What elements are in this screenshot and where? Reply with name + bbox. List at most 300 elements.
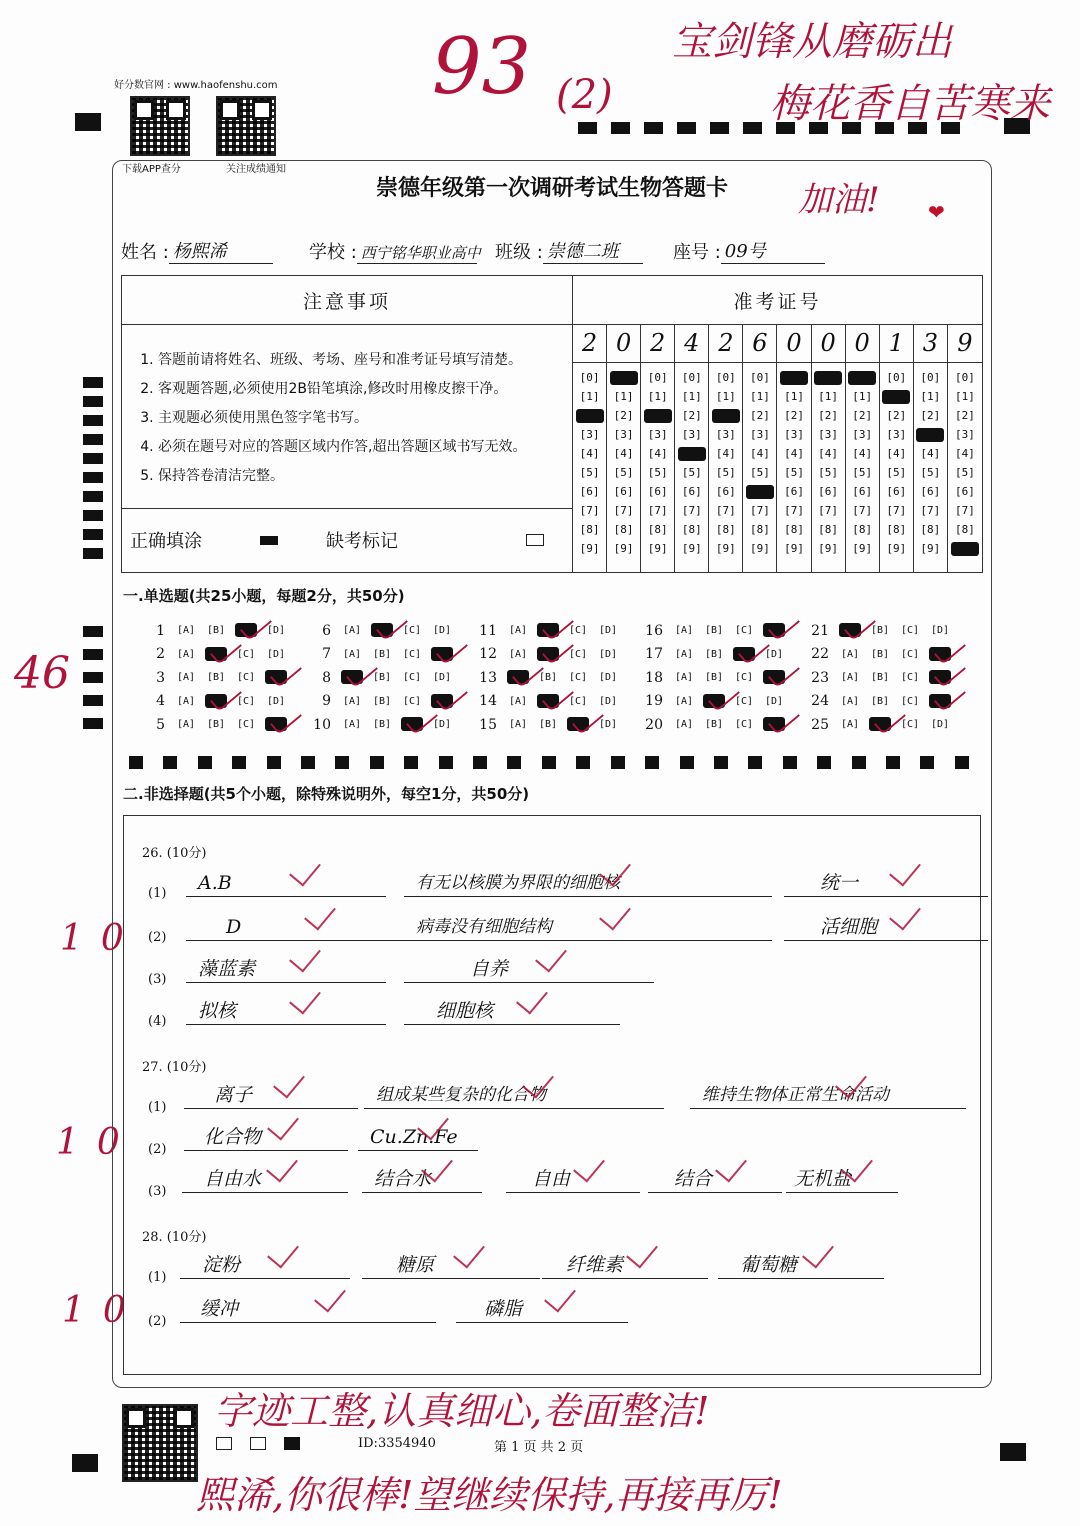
answer-blank[interactable]: 淀粉 [180,1252,350,1279]
exam-id-bubble[interactable]: [2] [852,409,873,422]
option-bubble-d[interactable] [759,719,789,730]
exam-id-digit[interactable]: 0 [812,324,845,363]
exam-id-bubble[interactable] [951,542,979,556]
exam-id-digit[interactable]: 2 [641,324,674,363]
answer-blank[interactable]: 有无以核膜为界限的细胞核 [404,870,772,897]
answer-blank[interactable]: 化合物 [184,1124,348,1151]
option-bubble-c[interactable]: [C] [900,648,920,660]
exam-id-bubble[interactable]: [3] [784,428,804,441]
exam-id-bubble[interactable]: [7] [955,504,975,517]
exam-id-bubble[interactable]: [9] [886,542,907,555]
exam-id-bubble[interactable] [712,409,740,423]
exam-id-bubble[interactable] [576,409,604,423]
option-bubble-a[interactable]: [A] [342,695,362,707]
exam-id-bubble[interactable]: [8] [579,523,600,536]
option-bubble-d[interactable] [427,649,457,660]
option-bubble-c[interactable]: [C] [236,695,256,707]
answer-blank[interactable]: 病毒没有细胞结构 [404,914,772,941]
exam-id-bubble[interactable] [746,485,774,499]
exam-id-bubble[interactable]: [6] [613,485,634,498]
exam-id-bubble[interactable]: [7] [818,504,839,517]
exam-id-bubble[interactable]: [0] [647,371,668,384]
option-bubble-d[interactable]: [D] [266,648,286,660]
option-bubble-a[interactable]: [A] [342,625,362,637]
option-bubble-c[interactable]: [C] [568,648,588,660]
option-bubble-b[interactable]: [B] [372,719,392,731]
option-bubble-a[interactable]: [A] [508,648,528,660]
exam-id-bubble[interactable]: [5] [955,466,975,479]
option-bubble-b[interactable]: [B] [206,672,226,684]
exam-id-bubble[interactable] [848,371,876,385]
option-bubble-d[interactable]: [D] [598,695,618,707]
exam-id-bubble[interactable]: [6] [886,485,907,498]
answer-blank[interactable]: 糖原 [362,1252,540,1279]
exam-id-bubble[interactable]: [5] [886,466,907,479]
exam-id-bubble[interactable]: [9] [647,542,668,555]
left-timing-marks-id [83,377,103,559]
option-bubble-a[interactable]: [A] [342,719,362,731]
exam-id-bubble[interactable]: [1] [681,390,702,403]
exam-id-bubble[interactable]: [7] [784,504,804,517]
option-bubble-c[interactable]: [C] [402,648,422,660]
exam-id-bubble[interactable]: [9] [784,542,804,555]
name-field[interactable]: 杨熙浠 [169,237,273,264]
option-bubble-a[interactable]: [A] [176,719,196,731]
option-bubble-b[interactable]: [B] [206,719,226,731]
exam-id-bubble[interactable]: [3] [647,428,668,441]
option-bubble-c[interactable] [563,719,593,730]
exam-id-bubble[interactable]: [9] [579,542,600,555]
exam-id-digit[interactable]: 0 [607,324,640,363]
exam-id-bubble[interactable]: [5] [852,466,873,479]
option-bubble-a[interactable]: [A] [508,719,528,731]
option-bubble-b[interactable] [865,719,895,730]
heart-icon: ❤ [928,200,945,224]
exam-id-bubble[interactable]: [0] [579,371,600,384]
exam-id-bubble[interactable]: [2] [784,409,804,422]
exam-id-bubble[interactable]: [7] [886,504,907,517]
option-bubble-d[interactable]: [D] [432,719,452,731]
exam-id-bubble[interactable] [882,390,910,404]
exam-id-bubble[interactable]: [5] [715,466,736,479]
exam-id-bubble[interactable]: [1] [613,390,634,403]
exam-id-bubble[interactable]: [4] [647,447,668,460]
option-bubble-d[interactable]: [D] [930,625,950,637]
question-number: 9 [322,693,331,710]
exam-id-bubble[interactable]: [1] [784,390,804,403]
exam-id-bubble[interactable]: [6] [579,485,600,498]
option-bubble-b[interactable]: [B] [206,625,226,637]
option-bubble-c[interactable]: [C] [402,625,422,637]
option-bubble-b[interactable]: [B] [870,648,890,660]
exam-id-bubble[interactable]: [8] [852,523,873,536]
answer-blank[interactable]: 细胞核 [404,998,620,1025]
exam-id-bubble[interactable]: [1] [579,390,600,403]
exam-id-bubble[interactable]: [1] [818,390,839,403]
exam-id-bubble[interactable]: [2] [681,409,702,422]
option-bubble-d[interactable] [925,649,955,660]
exam-id-bubble[interactable]: [7] [579,504,600,517]
exam-id-bubble[interactable]: [4] [955,447,975,460]
exam-id-bubble[interactable]: [0] [715,371,736,384]
option-bubble-a[interactable]: [A] [508,625,528,637]
exam-id-grid [573,324,982,572]
option-bubble-c[interactable]: [C] [236,672,256,684]
exam-id-bubble[interactable]: [3] [818,428,839,441]
answer-blank[interactable]: 结合 [648,1166,782,1193]
option-bubble-d[interactable]: [D] [598,625,618,637]
option-bubble-b[interactable]: [B] [538,719,558,731]
exam-id-bubble[interactable]: [0] [750,371,770,384]
option-bubble-d[interactable]: [D] [598,648,618,660]
option-bubble-b[interactable] [533,625,563,636]
q28-sub-2: (2) [148,1314,167,1329]
exam-id-bubble[interactable]: [8] [715,523,736,536]
exam-id-bubble[interactable]: [4] [579,447,600,460]
exam-id-bubble[interactable]: [3] [886,428,907,441]
exam-id-bubble[interactable]: [3] [852,428,873,441]
option-bubble-a[interactable]: [A] [674,625,694,637]
exam-id-bubble[interactable]: [3] [579,428,600,441]
exam-id-bubble[interactable]: [7] [920,504,941,517]
exam-id-bubble[interactable]: [4] [818,447,839,460]
exam-id-bubble[interactable]: [2] [886,409,907,422]
option-bubble-b[interactable]: [B] [372,648,392,660]
option-bubble-c[interactable]: [C] [402,672,422,684]
exam-id-bubble[interactable]: [8] [750,523,770,536]
option-bubble-a[interactable]: [A] [674,672,694,684]
option-bubble-c[interactable] [729,649,759,660]
exam-id-bubble[interactable]: [6] [852,485,873,498]
exam-id-bubble[interactable]: [7] [681,504,702,517]
exam-id-digit[interactable]: 9 [948,324,982,363]
absent-checkbox[interactable] [526,534,544,546]
option-bubble-a[interactable]: [A] [674,648,694,660]
exam-id-digit[interactable]: 4 [675,324,708,363]
mc-column [641,619,807,737]
option-bubble-d[interactable]: [D] [266,695,286,707]
option-bubble-c[interactable]: [C] [734,719,754,731]
exam-id-bubble[interactable]: [0] [955,371,975,384]
exam-id-bubble[interactable]: [9] [681,542,702,555]
exam-id-bubble[interactable] [780,371,808,385]
class-label: 班级 : [495,242,543,263]
mc-question [309,666,475,690]
option-bubble-a[interactable] [337,672,367,683]
motto-line-1: 宝剑锋从磨砺出 [672,19,952,65]
option-bubble-b[interactable] [533,649,563,660]
answer-blank[interactable]: 统一 [784,870,988,897]
exam-id-bubble[interactable]: [4] [613,447,634,460]
option-bubble-d[interactable] [261,672,291,683]
option-bubble-b[interactable] [367,625,397,636]
page-markers [216,1437,300,1450]
option-bubble-a[interactable]: [A] [508,695,528,707]
exam-id-bubble[interactable]: [5] [784,466,804,479]
answer-blank[interactable]: 结合水 [362,1166,482,1193]
exam-id-bubble[interactable]: [9] [920,542,941,555]
answer-blank[interactable]: 组成某些复杂的化合物 [364,1082,664,1109]
exam-id-bubble[interactable]: [7] [715,504,736,517]
answer-blank[interactable]: 葡萄糖 [718,1252,884,1279]
exam-id-digit[interactable]: 0 [777,324,810,363]
option-bubble-c[interactable]: [C] [568,625,588,637]
answer-blank[interactable]: 活细胞 [784,914,988,941]
option-bubble-a[interactable]: [A] [176,648,196,660]
answer-blank[interactable]: Cu.Zn.Fe [358,1124,478,1151]
exam-id-column [948,324,982,572]
answer-blank[interactable]: 离子 [184,1082,358,1109]
option-bubble-c[interactable]: [C] [568,695,588,707]
exam-id-bubble[interactable]: [7] [613,504,634,517]
option-bubble-d[interactable] [759,625,789,636]
answer-blank[interactable]: 拟核 [186,998,386,1025]
exam-id-bubble[interactable]: [5] [920,466,941,479]
option-bubble-b[interactable] [201,649,231,660]
section1-title: 一.单选题(共25小题，每题2分，共50分) [123,587,405,605]
notice-item: 4. 必须在题号对应的答题区域内作答,超出答题区域书写无效。 [158,433,572,462]
option-bubble-d[interactable]: [D] [266,625,286,637]
exam-id-bubble[interactable]: [8] [784,523,804,536]
exam-id-digit[interactable]: 3 [914,324,947,363]
option-bubble-a[interactable]: [A] [840,648,860,660]
exam-id-bubble[interactable]: [9] [715,542,736,555]
option-bubble-a[interactable]: [A] [840,695,860,707]
exam-id-bubble[interactable] [814,371,842,385]
option-bubble-a[interactable]: [A] [176,672,196,684]
option-bubble-c[interactable] [397,719,427,730]
option-bubble-c[interactable]: [C] [402,695,422,707]
exam-id-bubble[interactable]: [8] [818,523,839,536]
answer-blank[interactable]: 维持生物体正常生命活动 [690,1082,966,1109]
exam-id-column [777,324,811,572]
exam-id-bubble[interactable]: [2] [920,409,941,422]
mc-column [807,619,973,737]
question-number: 23 [811,669,829,686]
exam-id-bubble[interactable]: [8] [681,523,702,536]
option-bubble-a[interactable] [835,625,865,636]
left-timing-marks-mc [83,626,103,729]
exam-id-bubble[interactable]: [5] [681,466,702,479]
option-bubble-b[interactable]: [B] [870,695,890,707]
exam-id-bubble[interactable]: [3] [613,428,634,441]
exam-id-bubble[interactable] [678,447,706,461]
exam-id-bubble[interactable]: [0] [681,371,702,384]
exam-id-bubble[interactable]: [4] [920,447,941,460]
option-bubble-a[interactable]: [A] [342,648,362,660]
exam-id-bubble[interactable]: [3] [750,428,770,441]
exam-id-bubble[interactable]: [5] [579,466,600,479]
option-bubble-b[interactable]: [B] [372,672,392,684]
exam-id-bubble[interactable]: [6] [920,485,941,498]
option-bubble-b[interactable]: [B] [704,672,724,684]
motto-line-2: 梅花香自苦寒来 [770,81,1050,127]
exam-id-bubble[interactable]: [6] [715,485,736,498]
option-bubble-d[interactable] [427,696,457,707]
exam-id-bubble[interactable]: [4] [750,447,770,460]
exam-id-bubble[interactable]: [4] [715,447,736,460]
option-bubble-c[interactable]: [C] [900,625,920,637]
answer-blank[interactable]: 缓冲 [180,1296,436,1323]
exam-id-bubble[interactable]: [9] [613,542,634,555]
answer-blank[interactable]: 藻蓝素 [186,956,386,983]
answer-blank[interactable]: D [186,914,414,941]
option-bubble-c[interactable]: [C] [734,625,754,637]
exam-id-bubble[interactable]: [0] [886,371,907,384]
option-bubble-d[interactable] [759,672,789,683]
option-bubble-d[interactable] [261,719,291,730]
exam-id-digit[interactable]: 2 [573,324,606,363]
exam-id-bubble[interactable]: [7] [750,504,770,517]
exam-id-bubble[interactable]: [6] [681,485,702,498]
mc-question [143,643,309,667]
option-bubble-c[interactable]: [C] [900,695,920,707]
answer-blank[interactable]: 自养 [404,956,654,983]
q27-score: 10 [56,1122,138,1163]
exam-id-bubble[interactable]: [2] [613,409,634,422]
class-field[interactable]: 崇德二班 [543,237,643,264]
answer-blank[interactable]: 自由水 [182,1166,348,1193]
option-bubble-b[interactable] [699,696,729,707]
option-bubble-b[interactable]: [B] [870,672,890,684]
notice-item: 2. 客观题答题,必须使用2B铅笔填涂,修改时用橡皮擦干净。 [158,375,572,404]
comment-line-2: 熙浠,你很棒!望继续保持,再接再厉! [196,1473,783,1517]
answer-blank[interactable]: 磷脂 [456,1296,628,1323]
option-bubble-c[interactable]: [C] [900,672,920,684]
exam-id-bubble[interactable]: [4] [886,447,907,460]
option-bubble-b[interactable]: [B] [870,625,890,637]
question-number: 19 [645,693,663,710]
option-bubble-a[interactable]: [A] [674,719,694,731]
question-number: 16 [645,622,663,639]
exam-id-bubble[interactable]: [5] [613,466,634,479]
option-bubble-c[interactable]: [C] [900,719,920,731]
option-bubble-c[interactable]: [C] [734,695,754,707]
exam-id-digit[interactable]: 1 [880,324,913,363]
option-bubble-c[interactable]: [C] [568,672,588,684]
exam-id-bubble[interactable]: [9] [852,542,873,555]
q26-sub-3: (3) [148,972,167,987]
exam-id-bubble[interactable]: [7] [647,504,668,517]
option-bubble-d[interactable]: [D] [764,648,784,660]
exam-id-bubble[interactable]: [2] [955,409,975,422]
option-bubble-b[interactable]: [B] [704,625,724,637]
exam-id-bubble[interactable]: [8] [647,523,668,536]
mc-question [143,666,309,690]
option-bubble-b[interactable] [201,696,231,707]
exam-id-bubble[interactable]: [6] [955,485,975,498]
exam-id-bubble[interactable]: [9] [818,542,839,555]
option-bubble-b[interactable]: [B] [704,719,724,731]
exam-id-bubble[interactable]: [1] [750,390,770,403]
option-bubble-c[interactable]: [C] [734,672,754,684]
exam-id-bubble[interactable]: [4] [784,447,804,460]
option-bubble-c[interactable] [231,625,261,636]
exam-id-bubble[interactable]: [3] [715,428,736,441]
answer-blank[interactable]: 纤维素 [542,1252,708,1279]
q28-sub-1: (1) [148,1270,167,1285]
cheer-note: 加油! [798,180,880,220]
section2-title: 二.非选择题(共5个小题，除特殊说明外，每空1分，共50分) [123,785,530,803]
option-bubble-a[interactable]: [A] [840,672,860,684]
option-bubble-b[interactable]: [B] [538,672,558,684]
option-bubble-b[interactable]: [B] [372,695,392,707]
exam-id-bubble[interactable] [916,428,944,442]
mc-question [309,619,475,643]
option-bubble-d[interactable]: [D] [764,695,784,707]
exam-id-bubble[interactable] [644,409,672,423]
option-bubble-a[interactable]: [A] [840,719,860,731]
option-bubble-d[interactable]: [D] [598,672,618,684]
answer-blank[interactable]: A.B [186,870,386,897]
exam-id-bubble[interactable]: [1] [852,390,873,403]
exam-id-bubble[interactable]: [8] [955,523,975,536]
question-number: 15 [479,716,497,733]
option-bubble-d[interactable]: [D] [930,719,950,731]
option-bubble-d[interactable]: [D] [598,719,618,731]
option-bubble-a[interactable]: [A] [176,625,196,637]
option-bubble-c[interactable]: [C] [236,719,256,731]
option-bubble-d[interactable] [925,672,955,683]
exam-id-bubble[interactable]: [8] [613,523,634,536]
exam-id-bubble[interactable]: [5] [647,466,668,479]
non-choice-box [123,815,981,1375]
name-label: 姓名 : [121,242,169,263]
exam-id-digit[interactable]: 2 [709,324,742,363]
option-bubble-a[interactable]: [A] [674,695,694,707]
exam-id-bubble[interactable]: [6] [818,485,839,498]
qr-code-follow [216,96,276,156]
exam-id-bubble[interactable] [610,371,638,385]
mc-question [807,713,973,737]
option-bubble-b[interactable] [533,696,563,707]
exam-id-bubble[interactable]: [2] [818,409,839,422]
option-bubble-b[interactable]: [B] [704,648,724,660]
option-bubble-a[interactable]: [A] [176,695,196,707]
exam-id-bubble[interactable]: [8] [886,523,907,536]
question-number: 12 [479,646,497,663]
option-bubble-d[interactable]: [D] [432,672,452,684]
exam-id-bubble[interactable]: [1] [647,390,668,403]
exam-id-bubble[interactable]: [5] [750,466,770,479]
exam-id-bubble[interactable]: [5] [818,466,839,479]
exam-id-bubble[interactable]: [1] [715,390,736,403]
exam-id-bubble[interactable]: [3] [681,428,702,441]
exam-id-bubble[interactable]: [9] [750,542,770,555]
option-bubble-c[interactable]: [C] [236,648,256,660]
exam-id-bubble[interactable]: [1] [920,390,941,403]
exam-id-bubble[interactable]: [1] [955,390,975,403]
exam-id-bubble[interactable]: [8] [920,523,941,536]
exam-id-bubble[interactable]: [3] [955,428,975,441]
exam-id-bubble[interactable]: [4] [852,447,873,460]
answer-blank[interactable]: 无机盐 [786,1166,898,1193]
exam-id-bubble[interactable]: [6] [784,485,804,498]
exam-id-digit[interactable]: 0 [846,324,879,363]
option-bubble-d[interactable]: [D] [432,625,452,637]
exam-id-bubble[interactable]: [6] [647,485,668,498]
exam-id-digit[interactable]: 6 [743,324,776,363]
exam-id-bubble[interactable]: [2] [750,409,770,422]
exam-id-bubble[interactable]: [7] [852,504,873,517]
seat-field[interactable]: 09号 [721,237,825,264]
option-bubble-a[interactable] [503,672,533,683]
answer-blank[interactable]: 自由 [506,1166,640,1193]
mc-question [143,690,309,714]
school-field[interactable]: 西宁铭华职业高中 [357,242,477,264]
option-bubble-d[interactable] [925,696,955,707]
exam-id-bubble[interactable]: [0] [920,371,941,384]
